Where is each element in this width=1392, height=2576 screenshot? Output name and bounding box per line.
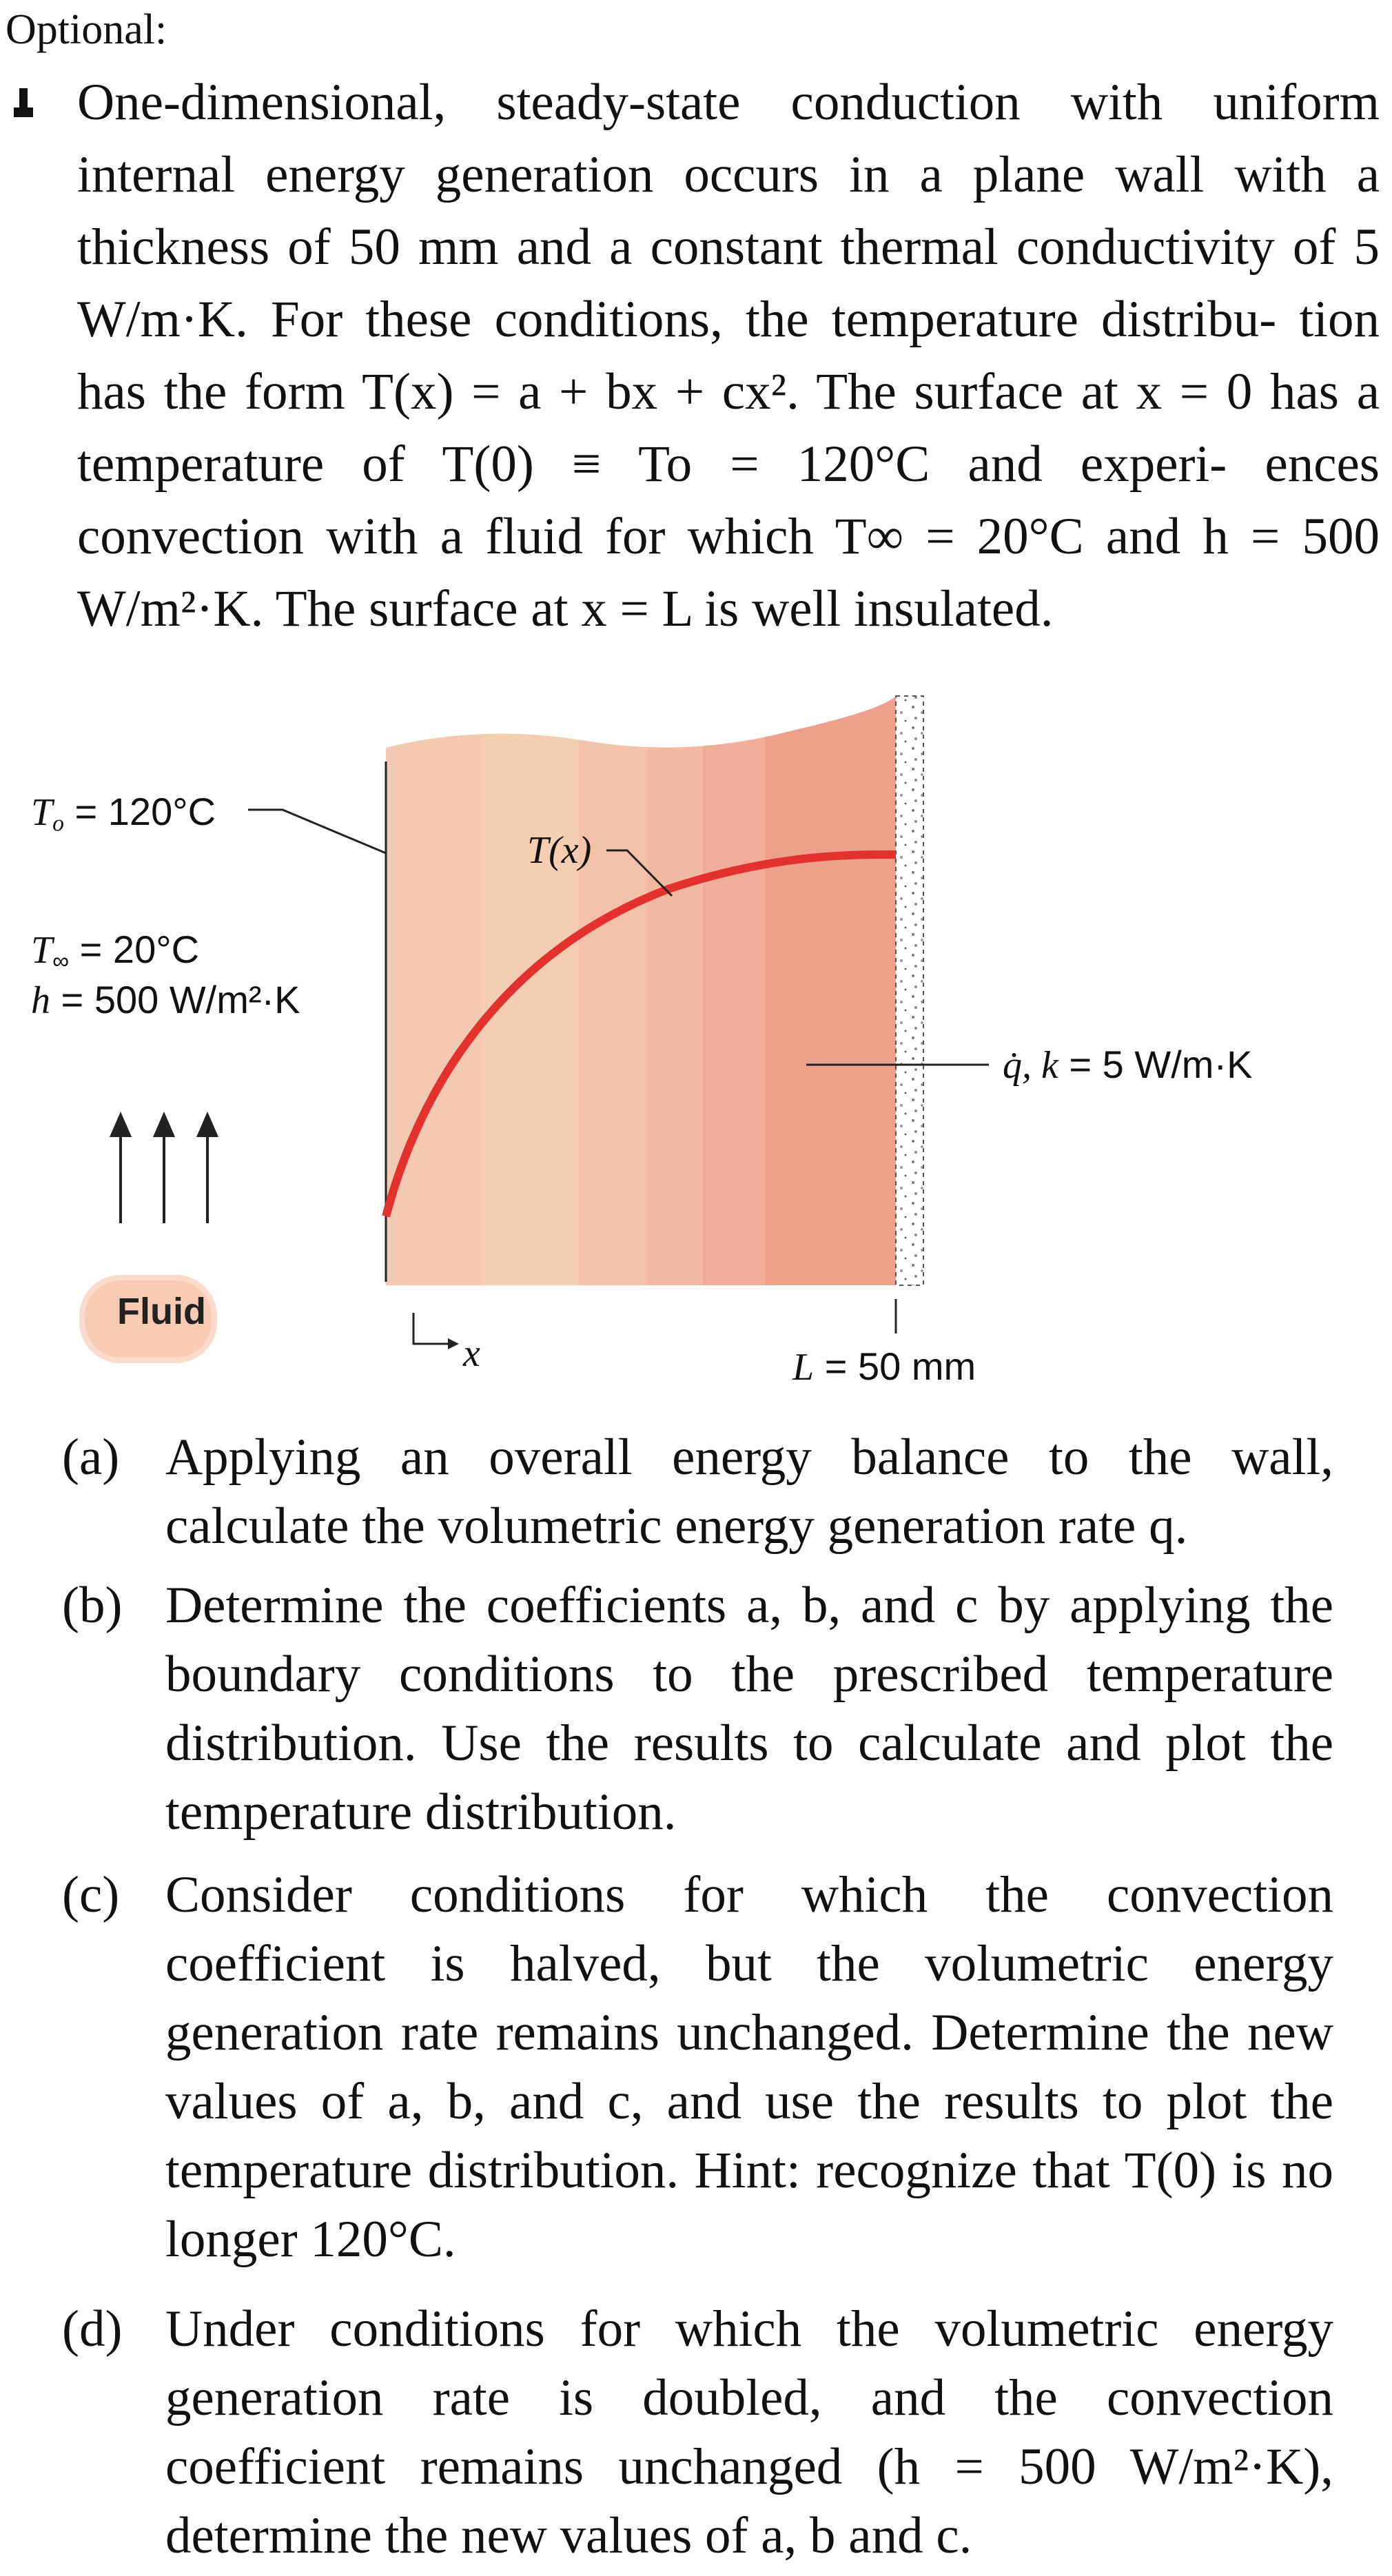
- part-b-label: (b): [62, 1577, 123, 1634]
- part-d-text: Under conditions for which the volumetric energy generation rate is doubled, and the convection coefficient remains unchanged (h = 500 W/m²·K), determine the new values of a, b and c.: [165, 2300, 1333, 2564]
- part-c-text: Consider conditions for which the convection coefficient is halved, but the volumetric energy generation rate remains unchanged. Determine the new values of a, b, and c, and use the results to plot the temperature distribution. Hint: recognize that T(0) is no longer 120°C.: [165, 1866, 1333, 2268]
- label-L: L = 50 mm: [792, 1345, 976, 1389]
- label-To: $T_o = 120^\circ C$: [31, 790, 216, 837]
- x-axis: [413, 1313, 448, 1344]
- part-a-text: Applying an overall energy balance to the wall, calculate the volumetric energy generation rate q.: [165, 1429, 1333, 1555]
- x-axis-arrow-icon: [448, 1338, 459, 1349]
- wall-gradient: [386, 689, 896, 1289]
- fluid-label: Fluid: [117, 1291, 206, 1332]
- part-d-label: (d): [62, 2300, 123, 2358]
- leader-To: [248, 810, 386, 853]
- label-qk: q̇, k = 5 W/m·K: [1003, 1043, 1253, 1087]
- part-c-label: (c): [62, 1866, 120, 1923]
- label-Tx: T(x): [527, 829, 592, 872]
- insulation-layer: [896, 696, 923, 1285]
- part-b-text: Determine the coefficients a, b, and c by applying the boundary conditions to the prescribed temperature distribution. Use the results to calculate and plot the temperature distribution.: [165, 1577, 1333, 1841]
- label-x: x: [463, 1332, 480, 1375]
- problem-statement: One-dimensional, steady-state conduction with uniform internal energy generation occurs in a plane wall with a thickness of 50 mm and a constant thermal conductivity of 5 W/m·K. For these conditions, the temperature distribu- tion has the form T(x) = a + bx + cx². The surface at x = 0 has a temperature of T(0) ≡ To = 120°C and experi- ences convection with a fluid for which T∞ = 20°C and h = 500 W/m²·K. The surface at x = L is well insulated.: [77, 74, 1380, 637]
- fluid-flow-arrows-icon: [112, 1115, 216, 1223]
- label-h: h = 500 W/m²·K: [31, 978, 300, 1022]
- label-Tinf: $T_\infty = 20^\circ C$: [31, 928, 200, 974]
- part-a-label: (a): [62, 1429, 120, 1486]
- heading-optional: Optional:: [6, 6, 167, 53]
